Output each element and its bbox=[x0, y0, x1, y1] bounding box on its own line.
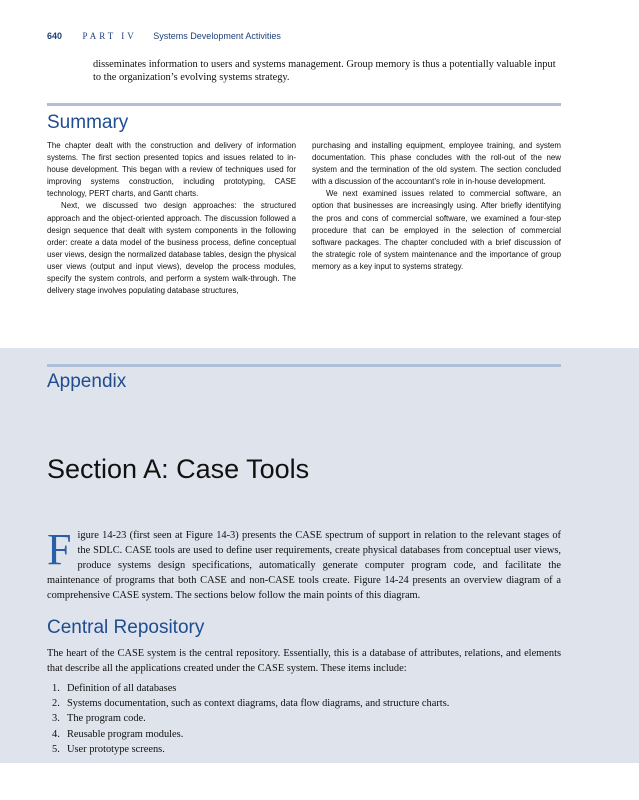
page-number: 640 bbox=[47, 31, 63, 41]
drop-cap: F bbox=[47, 525, 72, 574]
summary-heading: Summary bbox=[47, 112, 129, 133]
case-tools-paragraph bbox=[47, 525, 561, 603]
repository-items-list bbox=[52, 681, 449, 757]
appendix-divider bbox=[47, 364, 561, 367]
summary-paragraph: We next examined issues related to commercial software, an option that businesses are increasingly using. After briefly identifying the pros and cons of commercial software, we examined a four-step procedure that can be employed in the selection of commercial software packages. The chapter concluded with a brief discussion of the strategic role of system maintenance and the importance of group memory as a key input to systems strategy. bbox=[312, 189, 561, 271]
central-repository-heading: Central Repository bbox=[47, 617, 205, 638]
list-item: 4. Reusable program modules. bbox=[52, 728, 184, 740]
section-title: Section A: Case Tools bbox=[47, 454, 310, 484]
list-item: 3. The program code. bbox=[52, 713, 146, 725]
list-item: 1. Definition of all databases bbox=[52, 683, 177, 694]
central-repository-paragraph: The heart of the CASE system is the central repository. Essentially, this is a database of attributes, relations, and elements that describe all the applications created under the CASE system. These items include: bbox=[47, 648, 561, 674]
case-tools-text: igure 14-23 (first seen at Figure 14-3) presents the CASE spectrum of support in relation to the relevant stages of the SDLC. CASE tools are used to define user requirements, create physical databases from conceptual user views, produce systems design specifications, automatically generate computer program code, and facilitate the maintenance of programs that both CASE and non-CASE tools create. Figure 14-24 presents an overview diagram of a comprehensive CASE system. The sections below follow the main points of this diagram. bbox=[47, 530, 561, 601]
summary-right-column bbox=[312, 140, 561, 273]
summary-divider bbox=[47, 103, 561, 106]
part-label: PART IV bbox=[82, 31, 137, 41]
appendix-heading: Appendix bbox=[47, 371, 127, 392]
intro-paragraph: disseminates information to users and systems management. Group memory is thus a potentially valuable input to the organization’s evolving systems strategy. bbox=[93, 59, 556, 83]
part-title: Systems Development Activities bbox=[153, 31, 281, 41]
list-item: 2. Systems documentation, such as context diagrams, data flow diagrams, and structure charts. bbox=[52, 698, 450, 710]
summary-left-column bbox=[47, 140, 296, 297]
summary-paragraph: Next, we discussed two design approaches: the structured approach and the object-oriented approach. The discussion followed a design sequence that dealt with system components in the following order: create a data model of the business process, define conceptual user views, design the normalized database tables, design the physical user views (output and input views), develop the process modules, specify the system controls, and perform a system walk-through. The delivery stage involves populating database structures, bbox=[47, 201, 296, 296]
list-item: 5. User prototype screens. bbox=[52, 743, 165, 755]
summary-paragraph: purchasing and installing equipment, employee training, and system documentation. This phase concludes with the roll-out of the new system and the termination of the old system. The section concluded with a discussion of the accountant’s role in in-house development. bbox=[312, 141, 561, 187]
running-header bbox=[47, 31, 281, 41]
summary-paragraph: The chapter dealt with the construction and delivery of information systems. The first section presented topics and issues related to in-house development. This began with a review of techniques used for improving systems construction, including prototyping, CASE technology, PERT charts, and Gantt charts. bbox=[47, 141, 296, 199]
